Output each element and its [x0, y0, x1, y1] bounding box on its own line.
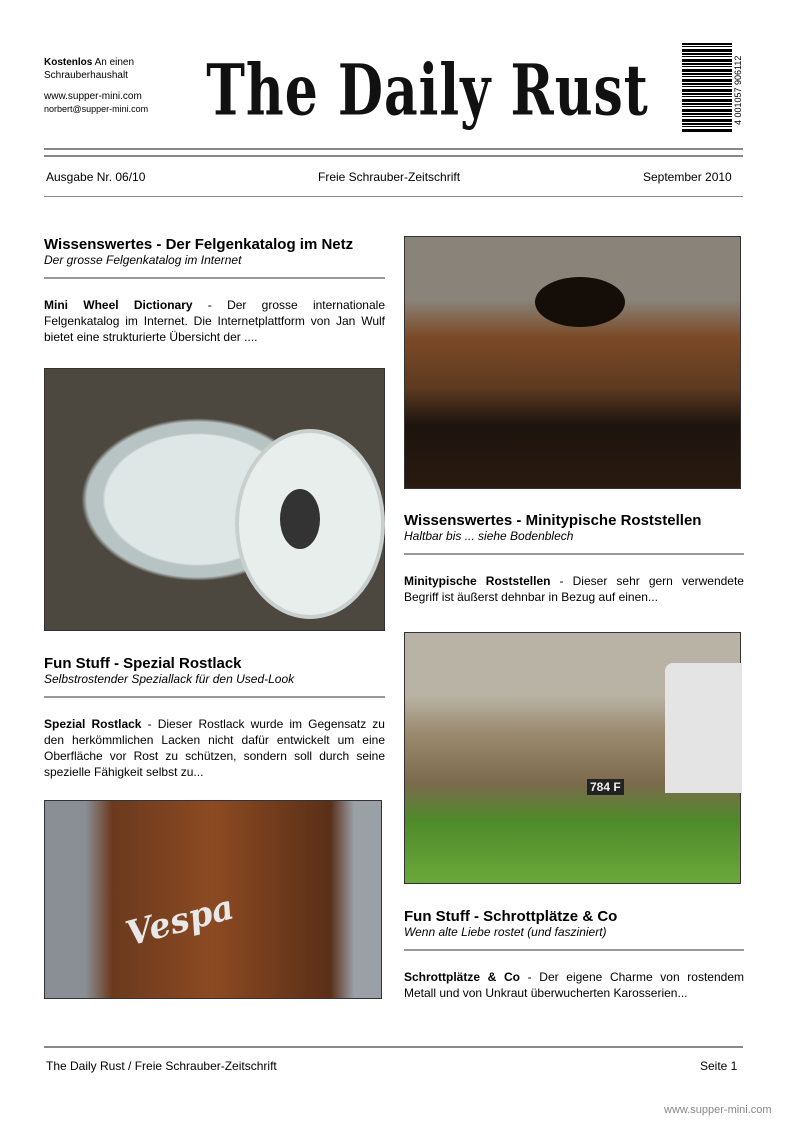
article-subtitle: Haltbar bis ... siehe Bodenblech	[404, 529, 574, 543]
article-lead: Spezial Rostlack	[44, 717, 142, 731]
divider	[404, 949, 744, 951]
footer-rule	[44, 1046, 743, 1048]
header-info	[44, 56, 172, 116]
wheel-rim-photo	[44, 368, 385, 631]
vespa-badge: Vespa	[121, 887, 239, 955]
overgrown-car-photo	[404, 632, 741, 884]
article-rostlack[interactable]	[44, 655, 385, 780]
article-subtitle: Selbstrostender Speziallack für den Used-Look	[44, 672, 295, 686]
rusty-floor-photo	[404, 236, 741, 489]
article-text: - Dieser Rostlack wurde im Gegensatz zu den herkömmlichen Lacken nicht dafür entwickelt um eine Oberfläche vor Rost zu schützen, sondern soll durch seine spezielle Fähigkeit selbst zu...	[44, 717, 385, 779]
issue-date: September 2010	[643, 170, 732, 184]
website-link[interactable]: www.supper-mini.com	[44, 91, 142, 102]
meta-rule	[44, 196, 743, 197]
article-text: - Der grosse internationale Felgenkatalog im Internet. Die Internetplattform von Jan Wulf bietet eine strukturierte Übersicht der ....	[44, 298, 385, 344]
article-lead: Mini Wheel Dictionary	[44, 298, 193, 312]
article-title[interactable]: Wissenswertes - Minitypische Roststellen	[404, 512, 702, 529]
email-link[interactable]: norbert@supper-mini.com	[44, 104, 149, 114]
article-title[interactable]: Fun Stuff - Schrottplätze & Co	[404, 908, 618, 925]
barcode-number: 4 001057 906112	[733, 55, 743, 126]
article-title[interactable]: Fun Stuff - Spezial Rostlack	[44, 655, 242, 672]
article-roststellen[interactable]	[404, 512, 744, 605]
article-subtitle: Der grosse Felgenkatalog im Internet	[44, 253, 242, 267]
free-label: Kostenlos	[44, 57, 93, 68]
article-schrottplaetze[interactable]	[404, 908, 744, 1001]
rusty-vespa-photo	[44, 800, 382, 999]
watermark: www.supper-mini.com	[664, 1104, 772, 1116]
tagline: Freie Schrauber-Zeitschrift	[318, 170, 461, 184]
masthead-logo	[180, 23, 675, 158]
page-number: Seite 1	[700, 1059, 738, 1073]
divider	[44, 277, 385, 279]
divider	[44, 696, 385, 698]
issue-number: Ausgabe Nr. 06/10	[46, 170, 146, 184]
barcode	[682, 43, 732, 133]
article-felgenkatalog[interactable]	[44, 236, 385, 345]
free-text: An einen Schrauberhaushalt	[44, 57, 135, 81]
divider	[404, 553, 744, 555]
article-subtitle: Wenn alte Liebe rostet (und fasziniert)	[404, 925, 607, 939]
header-rule	[44, 148, 743, 150]
footer-title: The Daily Rust / Freie Schrauber-Zeitschrift	[46, 1059, 277, 1073]
logo-title: The Daily Rust	[206, 48, 649, 132]
article-lead: Schrottplätze & Co	[404, 970, 520, 984]
license-plate: 784 F	[587, 779, 624, 795]
article-lead: Minitypische Roststellen	[404, 574, 551, 588]
header-rule	[44, 155, 743, 157]
article-text: - Dieser sehr gern verwendete Begriff ist äußerst dehnbar in Bezug auf einen...	[404, 574, 744, 604]
article-text: - Der eigene Charme von rostendem Metall und von Unkraut überwucherten Karosserien...	[404, 970, 744, 1000]
article-title[interactable]: Wissenswertes - Der Felgenkatalog im Netz	[44, 236, 354, 253]
